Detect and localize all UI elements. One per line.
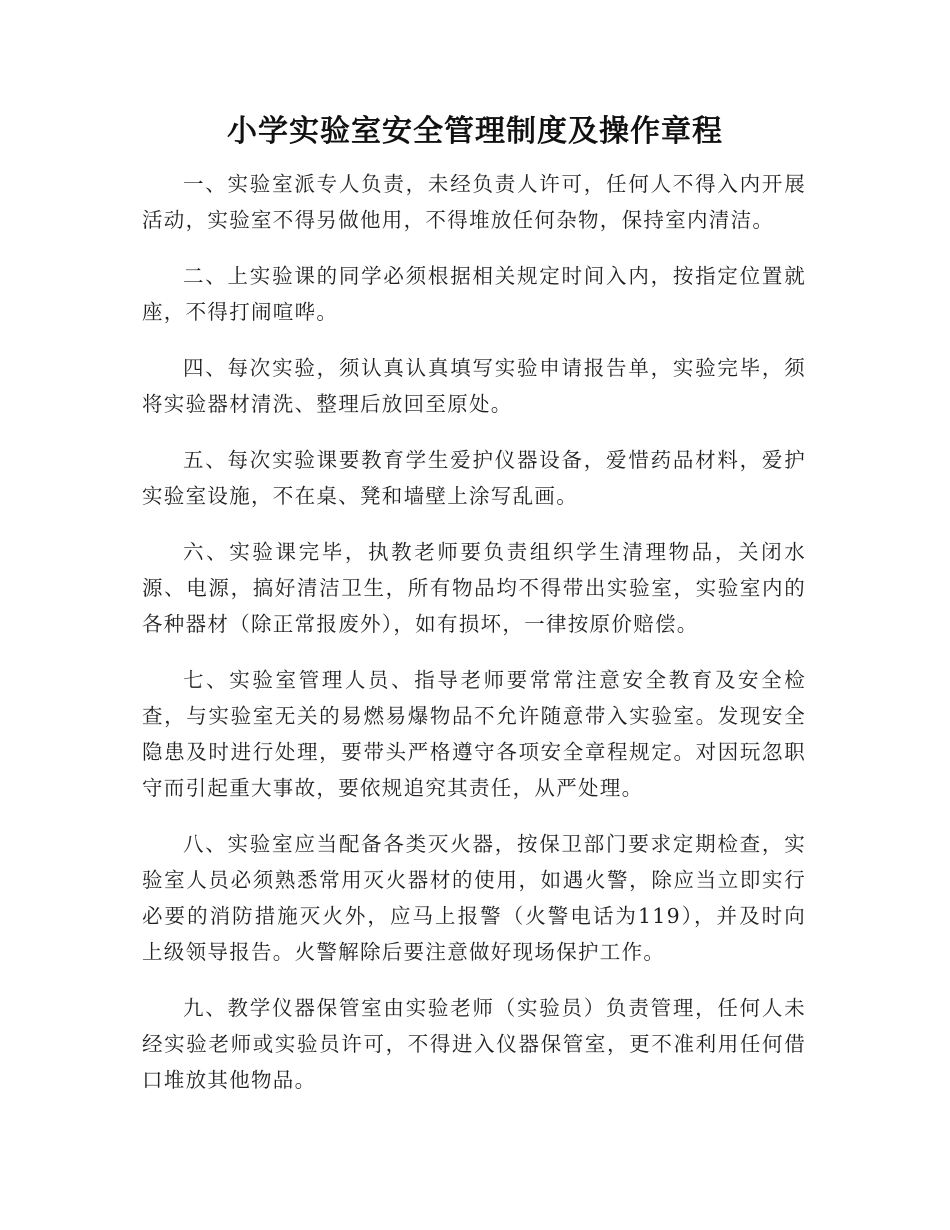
document-body xyxy=(142,166,806,1118)
rule-paragraph-8: 八、实验室应当配备各类灭火器，按保卫部门要求定期检查，实验室人员必须熟悉常用灭火器材的使用，如遇火警，除应当立即实行必要的消防措施灭火外，应马上报警（火警电话为119），并及时向上级领导报告。火警解除后要注意做好现场保护工作。 xyxy=(142,832,806,964)
rule-paragraph-5: 五、每次实验课要教育学生爱护仪器设备，爱惜药品材料，爱护实验室设施，不在桌、凳和墙壁上涂写乱画。 xyxy=(142,448,806,508)
rule-paragraph-9: 九、教学仪器保管室由实验老师（实验员）负责管理，任何人未经实验老师或实验员许可，不得进入仪器保管室，更不准利用任何借口堆放其他物品。 xyxy=(142,996,806,1092)
rule-paragraph-2: 二、上实验课的同学必须根据相关规定时间入内，按指定位置就座，不得打闹喧哗。 xyxy=(142,264,806,324)
rule-paragraph-6: 六、实验课完毕，执教老师要负责组织学生清理物品，关闭水源、电源，搞好清洁卫生，所有物品均不得带出实验室，实验室内的各种器材（除正常报废外），如有损坏，一律按原价赔偿。 xyxy=(142,540,806,636)
rule-paragraph-1: 一、实验室派专人负责，未经负责人许可，任何人不得入内开展活动，实验室不得另做他用，不得堆放任何杂物，保持室内清洁。 xyxy=(142,172,806,232)
rule-paragraph-4: 四、每次实验，须认真认真填写实验申请报告单，实验完毕，须将实验器材清洗、整理后放回至原处。 xyxy=(142,356,806,416)
rule-paragraph-7: 七、实验室管理人员、指导老师要常常注意安全教育及安全检查，与实验室无关的易燃易爆物品不允许随意带入实验室。发现安全隐患及时进行处理，要带头严格遵守各项安全章程规定。对因玩忽职守而引起重大事故，要依规追究其责任，从严处理。 xyxy=(142,668,806,800)
page-title: 小学实验室安全管理制度及操作章程 xyxy=(227,114,723,149)
